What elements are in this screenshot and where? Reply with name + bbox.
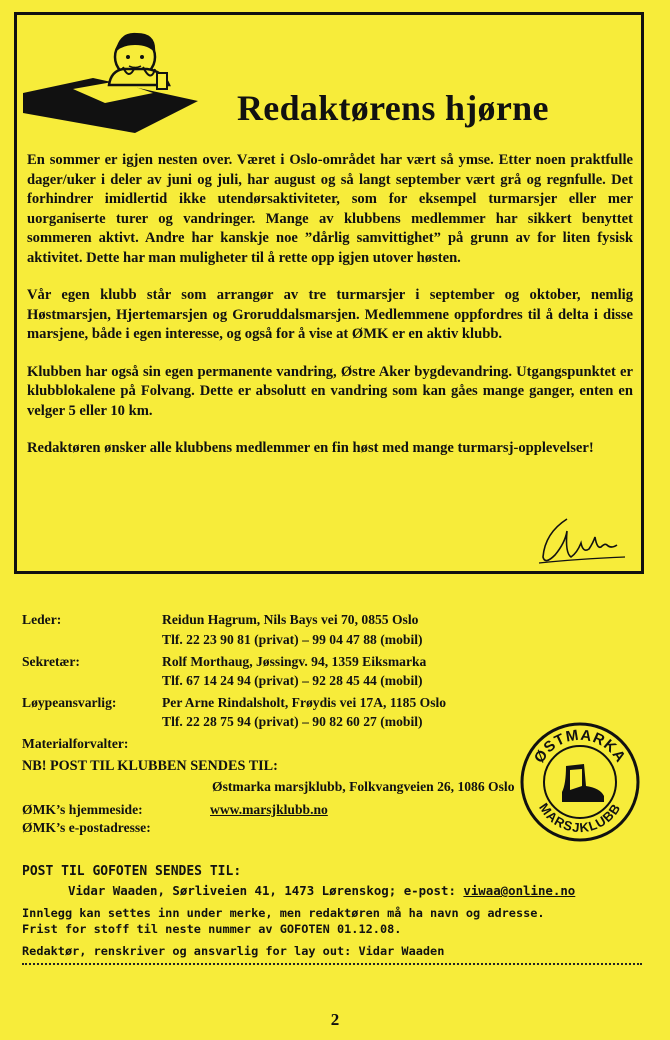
sekretaer-label: Sekretær: (22, 654, 80, 669)
gofoten-email-link[interactable]: viwaa@online.no (463, 883, 576, 898)
editorial-paragraph: Vår egen klubb står som arrangør av tre turmarsjer i september og oktober, nemlig Høstmarsjen, Hjertemarsjen og Groruddalsmarsjen. Medlemmene oppfordres til å delta i disse marsjene, både i egen interesse, og også for å vise at ØMK er en aktiv klubb. (27, 287, 633, 342)
editor-at-desk-illustration (23, 23, 203, 141)
editorial-paragraph: Redaktøren ønsker alle klubbens medlemmer en fin høst med mange turmarsj-opplevelser! (27, 440, 594, 456)
leder-label: Leder: (22, 612, 62, 627)
gofoten-address (68, 883, 575, 898)
sekretaer-phone: Tlf. 67 14 24 94 (privat) – 92 28 45 44 (mobil) (162, 673, 423, 688)
gofoten-note-1: Innlegg kan settes inn under merke, men redaktøren må ha navn og adresse. (22, 906, 545, 920)
loype-label: Løypeansvarlig: (22, 695, 117, 710)
gofoten-note-2: Frist for stoff til neste nummer av GOFOTEN 01.12.08. (22, 922, 402, 936)
post-address: Østmarka marsjklubb, Folkvangveien 26, 1086 Oslo (212, 779, 515, 794)
gofoten-editor: Redaktør, renskriver og ansvarlig for lay out: Vidar Waaden (22, 944, 445, 958)
post-heading: NB! POST TIL KLUBBEN SENDES TIL: (22, 758, 278, 774)
email-label: ØMK’s e-postadresse: (22, 820, 151, 835)
gofoten-address-text: Vidar Waaden, Sørliveien 41, 1473 Lørenskog; e-post: (68, 883, 464, 898)
loype-phone: Tlf. 22 28 75 94 (privat) – 90 82 60 27 (mobil) (162, 714, 423, 729)
stamp-bottom-text: MARSJKLUBB (536, 800, 624, 836)
leder-phone: Tlf. 22 23 90 81 (privat) – 99 04 47 88 (mobil) (162, 632, 423, 647)
dotted-divider (22, 963, 642, 965)
editorial-paragraph: En sommer er igjen nesten over. Været i Oslo-området har vært så ymse. Etter noen praktfulle dager/uker i deler av juni og juli, har august og så langt september vært grå og regnfulle. Det forhindrer imidlertid ikke utendørsaktiviteter, som for eksempel turmarsjer eller mer uorganiserte turer og vandringer. Mange av klubbens medlemmer har sikkert benyttet sommeren aktivt. Andre har kanskje noe ”dårlig samvittighet” på grunn av for liten fysisk aktivitet. Dette har man muligheter til å rette opp igjen utover høsten. (27, 152, 633, 266)
editorial-paragraph: Klubben har også sin egen permanente vandring, Østre Aker bygdevandring. Utgangspunktet er klubblokalene på Folvang. Dette er absolutt en vandring som kan gåes mange ganger, enten en velger 5 eller 10 km. (27, 363, 633, 419)
homepage-label: ØMK’s hjemmeside: (22, 802, 143, 817)
editorial-body (27, 151, 633, 477)
page-title: Redaktørens hjørne (237, 88, 549, 128)
homepage-link[interactable]: www.marsjklubb.no (210, 802, 328, 817)
leder-address: Reidun Hagrum, Nils Bays vei 70, 0855 Oslo (162, 612, 419, 627)
materialforvalter-label: Materialforvalter: (22, 736, 129, 751)
editorial-box (14, 12, 644, 574)
stamp-top-text: ØSTMARKA (530, 726, 630, 767)
ostmarka-marsjklubb-logo (518, 720, 642, 844)
loype-address: Per Arne Rindalsholt, Frøydis vei 17A, 1185 Oslo (162, 695, 447, 710)
page-number: 2 (330, 1010, 340, 1029)
sekretaer-address: Rolf Morthaug, Jøssingv. 94, 1359 Eiksmarka (162, 654, 427, 669)
handwritten-signature (537, 513, 629, 567)
gofoten-heading: POST TIL GOFOTEN SENDES TIL: (22, 864, 242, 879)
